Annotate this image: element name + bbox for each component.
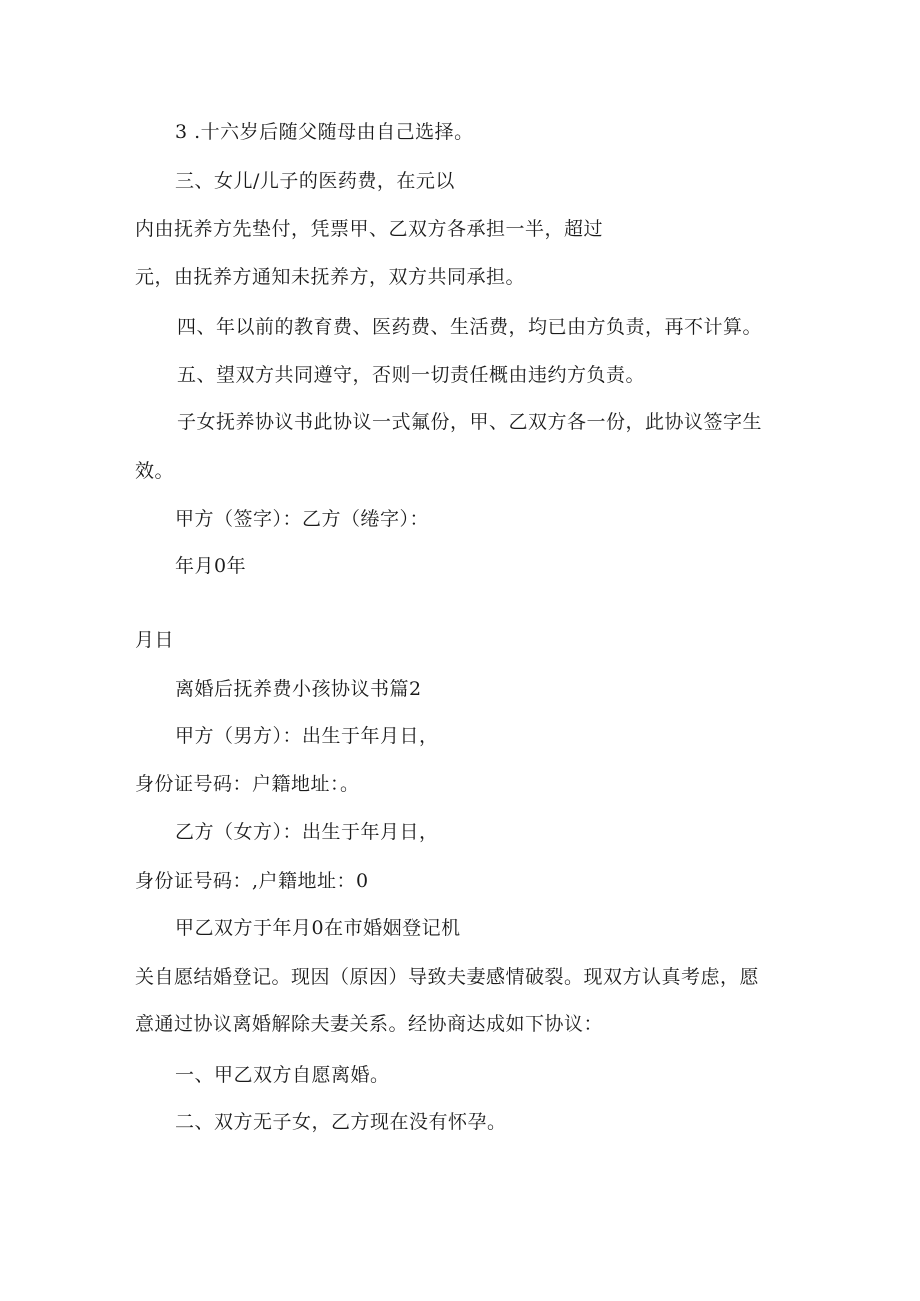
text-line-9: 甲方（签字）：乙方（绻字）： (175, 508, 430, 530)
text-line-18: 关自愿结婚登记。现因（原因）导致夫妻感情破裂。现双方认真考虑，愿 (135, 966, 760, 988)
text-line-6: 五、望双方共同遵守，否则一切责任概由违约方负责。 (177, 364, 646, 386)
text-line-20: 一、甲乙双方自愿离婚。 (175, 1064, 390, 1086)
text-line-10: 年月0年 (175, 555, 247, 577)
text-line-3: 内由抚养方先垫付，凭票甲、乙双方各承担一半，超过 (135, 218, 604, 240)
text-line-21: 二、双方无子女，乙方现在没有怀孕。 (175, 1111, 507, 1133)
text-line-4: 元，由抚养方通知未抚养方，双方共同承担。 (135, 266, 526, 288)
text-line-8: 效。 (135, 460, 175, 482)
text-line-15: 乙方（女方）：出生于年月日， (175, 821, 439, 843)
text-line-1: 3 .十六岁后随父随母由自己选择。 (175, 121, 474, 143)
text-line-14: 身份证号码：户籍地址：。 (135, 773, 360, 795)
text-line-19: 意通过协议离婚解除夫妻关系。经协商达成如下协议： (135, 1013, 604, 1035)
text-line-16: 身份证号码：,户籍地址：0 (135, 870, 369, 892)
text-line-12: 离婚后抚养费小孩协议书篇2 (175, 678, 422, 700)
text-line-11: 月日 (135, 629, 175, 651)
text-line-7: 子女抚养协议书此协议一式氟份，甲、乙双方各一份，此协议签字生 (177, 411, 763, 433)
text-line-17: 甲乙双方于年月0在市婚姻登记机 (175, 917, 461, 939)
text-line-5: 四、年以前的教育费、医药费、生活费，均已由方负责，再不计算。 (177, 316, 763, 338)
text-line-2: 三、女儿/儿子的医药费，在元以 (175, 170, 455, 192)
text-line-13: 甲方（男方）：出生于年月日， (175, 725, 439, 747)
